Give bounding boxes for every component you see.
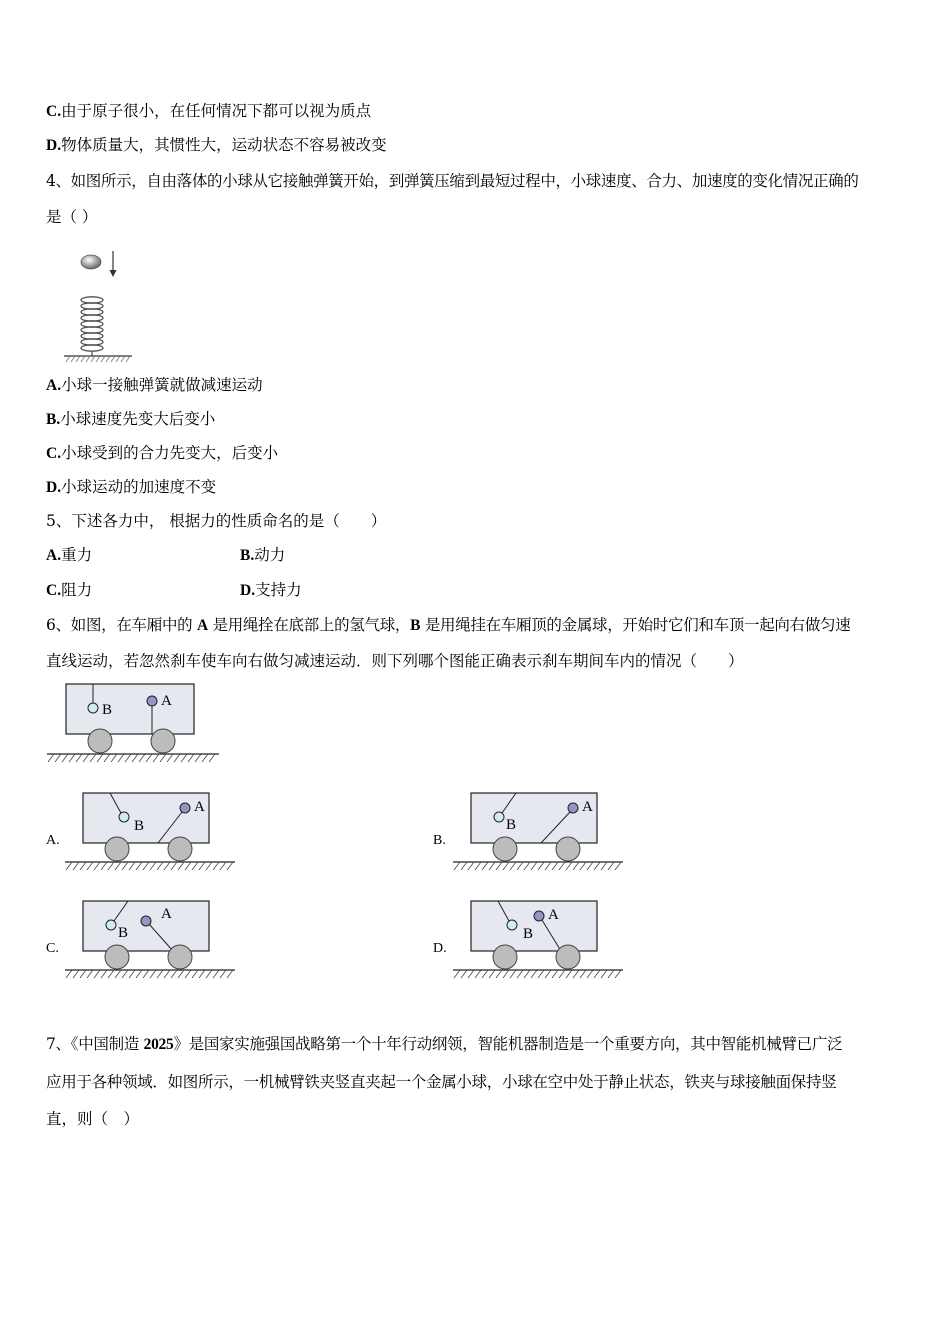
ball-b: [106, 920, 116, 930]
q7-stem-line2: 应用于各种领域．如图所示，一机械臂铁夹竖直夹起一个金属小球，小球在空中处于静止状态，铁夹与球接触面保持竖: [46, 1073, 837, 1091]
ball-b: [507, 920, 517, 930]
falling-ball: [81, 255, 101, 269]
ball-a-label: A: [582, 799, 593, 815]
ball-b-label: B: [102, 702, 113, 718]
fig-label-a: A.: [46, 833, 60, 848]
ball-a: [141, 916, 151, 926]
ball-b: [494, 812, 504, 822]
q4-stem-line1: 4、如图所示，自由落体的小球从它接触弹簧开始，到弹簧压缩到最短过程中，小球速度、合力、加速度的变化情况正确的: [46, 172, 859, 190]
q6-stem-line1: 6、如图，在车厢中的 A 是用绳拴在底部上的氢气球，B 是用绳挂在车厢顶的金属球，开始时它们和车顶一起向右做匀速: [46, 616, 851, 634]
ball-b-label: B: [523, 926, 534, 942]
ball-a-label: A: [161, 693, 172, 709]
q3-option-c: C.由于原子很小，在任何情况下都可以视为质点: [46, 102, 372, 120]
cart-figure-main: [45, 680, 225, 770]
fig-label-b: B.: [433, 833, 446, 848]
q3-option-d: D.物体质量大，其惯性大，运动状态不容易被改变: [46, 136, 387, 154]
ball-a-label: A: [548, 907, 559, 923]
q5-stem: 5、下述各力中， 根据力的性质命名的是（ ）: [46, 512, 387, 530]
fig-label-c: C.: [46, 941, 59, 956]
ball-a: [568, 803, 578, 813]
fig-label-d: D.: [433, 941, 447, 956]
ball-b-label: B: [118, 925, 129, 941]
q5-option-d: D.支持力: [240, 581, 302, 599]
ball-b: [119, 812, 129, 822]
cart-body: [66, 684, 194, 734]
q4-option-d: D.小球运动的加速度不变: [46, 478, 217, 496]
cart-figure-option-a: [63, 788, 241, 876]
spring-coil: [81, 297, 103, 351]
ball-a: [180, 803, 190, 813]
ball-a-label: A: [161, 906, 172, 922]
q4-option-a: A.小球一接触弹簧就做减速运动: [46, 376, 263, 394]
q5-option-b: B.动力: [240, 546, 286, 564]
q4-option-b: B.小球速度先变大后变小: [46, 410, 216, 428]
q4-stem-line2: 是（ ）: [46, 208, 98, 226]
cart-figure-option-c: [63, 896, 241, 984]
wheel-left: [88, 729, 112, 753]
spring-figure: [60, 246, 136, 366]
ball-a-label: A: [194, 799, 205, 815]
q6-stem-line2: 直线运动，若忽然刹车使车向右做匀减速运动．则下列哪个图能正确表示刹车期间车内的情况（ ）: [46, 652, 744, 670]
ball-a: [147, 696, 157, 706]
q7-stem-line1: 7、《中国制造 2025》是国家实施强国战略第一个十年行动纲领，智能机器制造是一个重要方向，其中智能机械臂已广泛: [46, 1035, 843, 1053]
cart-figure-option-b: [451, 788, 629, 876]
ball-b-label: B: [506, 817, 517, 833]
wheel-right: [151, 729, 175, 753]
q7-stem-line3: 直，则（ ）: [46, 1110, 140, 1128]
q5-option-c: C.阻力: [46, 581, 93, 599]
cart-figure-option-d: [451, 896, 629, 984]
q5-option-a: A.重力: [46, 546, 93, 564]
ball-b-label: B: [134, 818, 145, 834]
ball-a: [534, 911, 544, 921]
q4-option-c: C.小球受到的合力先变大，后变小: [46, 444, 279, 462]
ball-b: [88, 703, 98, 713]
